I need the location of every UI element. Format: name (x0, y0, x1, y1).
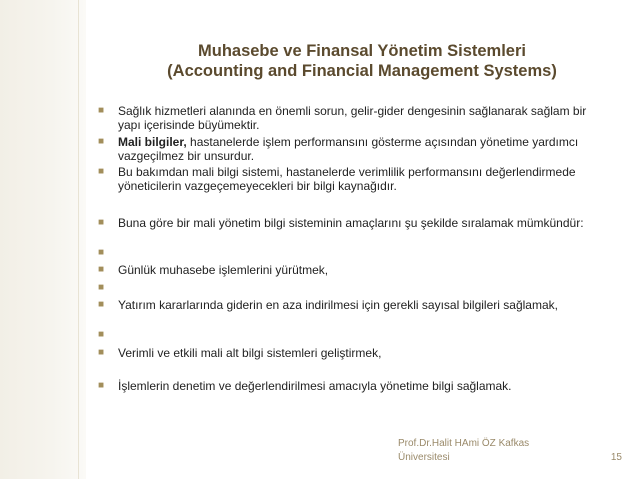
bullet-icon: ■ (98, 136, 105, 147)
list-item-text: Buna göre bir mali yönetim bilgi sisteminin amaçlarını şu şekilde sıralamak mümkündür: (118, 216, 584, 230)
list-item-rest: hastanelerde işlem performansını gösterme açısından yönetime yardımcı vazgeçilmez bir unsurdur. (118, 135, 579, 163)
list-item-text: İşlemlerin denetim ve değerlendirilmesi amacıyla yönetime bilgi sağlamak. (118, 379, 512, 393)
list-item-bold: Mali bilgiler, (118, 135, 187, 149)
list-item-text: Sağlık hizmetleri alanında en önemli sorun, gelir-gider dengesinin sağlanarak sağlam bir yapı içerisinde büyümektir. (118, 104, 587, 132)
slide-title: Muhasebe ve Finansal Yönetim Sistemleri (198, 42, 526, 60)
footer-author-line2: Üniversitesi (398, 452, 450, 463)
bullet-icon: ■ (98, 347, 105, 358)
decorative-sidebar (0, 0, 86, 479)
bullet-icon: ■ (98, 105, 105, 116)
list-item-text: Bu bakımdan mali bilgi sistemi, hastanelerde verimlilik performansını değerlendirmede yöneticilerin vazgeçemeyecekleri bir bilgi kaynağıdır. (118, 165, 576, 193)
list-item-text: Günlük muhasebe işlemlerini yürütmek, (118, 263, 329, 277)
bullet-icon: ■ (98, 247, 105, 258)
list-item-text (118, 135, 608, 163)
bullet-icon: ■ (98, 329, 105, 340)
footer-author (398, 437, 578, 465)
bullet-icon: ■ (98, 299, 105, 310)
bullet-icon: ■ (98, 166, 105, 177)
bullet-icon: ■ (98, 282, 105, 293)
page-number: 15 (610, 452, 622, 463)
list-item-text: Verimli ve etkili mali alt bilgi sistemleri geliştirmek, (118, 346, 382, 360)
bullet-icon: ■ (98, 380, 105, 391)
footer-author-line1: Prof.Dr.Halit HAmi ÖZ Kafkas (398, 438, 530, 449)
list-item-text: Yatırım kararlarında giderin en aza indirilmesi için gerekli sayısal bilgileri sağlamak, (118, 298, 558, 312)
slide-subtitle: (Accounting and Financial Management Systems) (167, 62, 557, 80)
sidebar-divider (78, 0, 79, 479)
bullet-icon: ■ (98, 217, 105, 228)
bullet-icon: ■ (98, 264, 105, 275)
